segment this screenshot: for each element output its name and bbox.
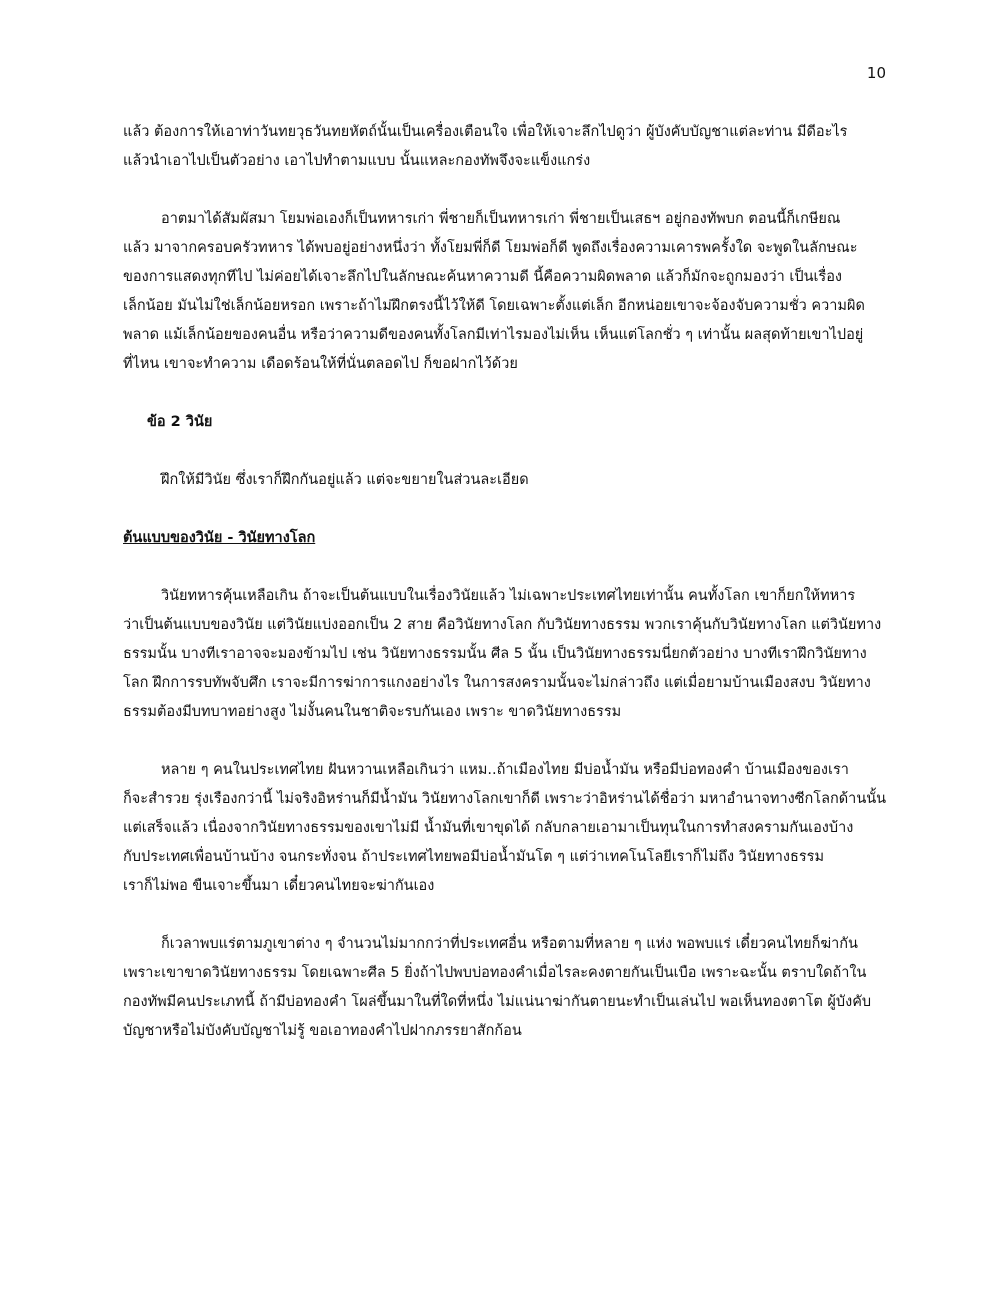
paragraph-line: พลาด แม้เล็กน้อยของคนอื่น หรือว่าความดีของคนทั้งโลกมีเท่าไรมองไม่เห็น เห็นแต่โลกชั่ว ๆ เท่านั้น ผลสุดท้ายเขาไปอยู่ [123,327,864,343]
paragraph-line: โลก ฝึกการรบทัพจับศึก เราจะมีการฆ่าการแกงอย่างไร ในการสงครามนั้นจะไม่กล่าวถึง แต่เมื่อยามบ้านเมืองสงบ วินัยทาง [123,675,871,691]
paragraph-line: เล็กน้อย มันไม่ใช่เล็กน้อยหรอก เพราะถ้าไม่ฝึกตรงนี้ไว้ให้ดี โดยเฉพาะตั้งแต่เล็ก อีกหน่อยเขาจะจ้องจับความชั่ว ความผิด [123,298,865,314]
section-heading-rule-2: ข้อ 2 วินัย [147,414,213,430]
paragraph-line: ที่ไหน เขาจะทำความ เดือดร้อนให้ที่นั่นตลอดไป ก็ขอฝากไว้ด้วย [123,356,518,372]
document-body [123,118,893,1046]
paragraph-line: ว่าเป็นต้นแบบของวินัย แต่วินัยแบ่งออกเป็น 2 สาย คือวินัยทางโลก กับวินัยทางธรรม พวกเราคุ้นกับวินัยทางโลก แต่วินัยทาง [123,617,882,633]
page-number: 10 [866,64,886,82]
paragraph-line: ของการแสดงทุกทีไป ไม่ค่อยได้เจาะลึกไปในลักษณะค้นหาความดี นี้คือความผิดพลาด แล้วก็มักจะถูกมองว่า เป็นเรื่อง [123,269,843,285]
paragraph-line: แต่เสร็จแล้ว เนื่องจากวินัยทางธรรมของเขาไม่มี น้ำมันที่เขาขุดได้ กลับกลายเอามาเป็นทุนในการทำสงครามกันเองบ้าง [123,820,854,836]
paragraph-line: ก็จะสำรวย รุ่งเรืองกว่านี้ ไม่จริงอิหร่านก็มีน้ำมัน วินัยทางโลกเขาก็ดี เพราะว่าอิหร่านได้ชื่อว่า มหาอำนาจทางซีกโลกด้านนั้น [123,791,887,807]
paragraph-line: เราก็ไม่พอ ขืนเจาะขึ้นมา เดี๋ยวคนไทยจะฆ่ากันเอง [123,878,435,894]
section-heading-discipline-model: ต้นแบบของวินัย - วินัยทางโลก [123,530,316,546]
paragraph-line: แล้ว ต้องการให้เอาท่าวันทยวุธวันทยหัตถ์นั้นเป็นเครื่องเตือนใจ เพื่อให้เจาะลึกไปดูว่า ผู้บังคับบัญชาแต่ละท่าน มีดีอะไร [123,124,848,140]
paragraph-line: ก็เวลาพบแร่ตามภูเขาต่าง ๆ จำนวนไม่มากกว่าที่ประเทศอื่น หรือตามที่หลาย ๆ แห่ง พอพบแร่ เดี๋ยวคนไทยก็ฆ่ากัน [161,936,858,952]
paragraph-line: แล้ว มาจากครอบครัวทหาร ได้พบอยู่อย่างหนึ่งว่า ทั้งโยมพี่ก็ดี โยมพ่อก็ดี พูดถึงเรื่องความเคารพครั้งใด จะพูดในลักษณะ [123,240,858,256]
paragraph-line: กองทัพมีคนประเภทนี้ ถ้ามีบ่อทองคำ โผล่ขึ้นมาในที่ใดที่หนึ่ง ไม่แน่นาฆ่ากันตายนะทำเป็นเล่นไป พอเห็นทองตาโต ผู้บังคับ [123,994,872,1010]
paragraph-line: ธรรมต้องมีบทบาทอย่างสูง ไม่งั้นคนในชาติจะรบกันเอง เพราะ ขาดวินัยทางธรรม [123,704,622,720]
paragraph-line: ธรรมนั้น บางทีเราอาจจะมองข้ามไป เช่น วินัยทางธรรมนั้น ศีล 5 นั้น เป็นวินัยทางธรรมนี่ยกตัวอย่าง บางทีเราฝึกวินัยทาง [123,646,867,662]
paragraph-line: บัญชาหรือไม่บังคับบัญชาไม่รู้ ขอเอาทองคำไปฝากภรรยาสักก้อน [123,1023,522,1039]
paragraph-line: ฝึกให้มีวินัย ซึ่งเราก็ฝึกกันอยู่แล้ว แต่จะขยายในส่วนละเอียด [161,472,529,488]
paragraph-line: วินัยทหารคุ้นเหลือเกิน ถ้าจะเป็นต้นแบบในเรื่องวินัยแล้ว ไม่เฉพาะประเทศไทยเท่านั้น คนทั้งโลก เขาก็ยกให้ทหาร [161,588,856,604]
paragraph-line: หลาย ๆ คนในประเทศไทย ฝันหวานเหลือเกินว่า แหม..ถ้าเมืองไทย มีบ่อน้ำมัน หรือมีบ่อทองคำ บ้านเมืองของเรา [161,762,849,778]
paragraph-line: อาตมาได้สัมผัสมา โยมพ่อเองก็เป็นทหารเก่า พี่ชายก็เป็นทหารเก่า พี่ชายเป็นเสธฯ อยู่กองทัพบก ตอนนี้ก็เกษียณ [161,211,841,227]
paragraph-line: กับประเทศเพื่อนบ้านบ้าง จนกระทั่งจน ถ้าประเทศไทยพอมีบ่อน้ำมันโต ๆ แต่ว่าเทคโนโลยีเราก็ไม่ถึง วินัยทางธรรม [123,849,824,865]
paragraph-line: เพราะเขาขาดวินัยทางธรรม โดยเฉพาะศีล 5 ยิ่งถ้าไปพบบ่อทองคำเมื่อไรละคงตายกันเป็นเบือ เพราะฉะนั้น ตราบใดถ้าใน [123,965,867,981]
paragraph-line: แล้วนำเอาไปเป็นตัวอย่าง เอาไปทำตามแบบ นั้นแหละกองทัพจึงจะแข็งแกร่ง [123,153,591,169]
